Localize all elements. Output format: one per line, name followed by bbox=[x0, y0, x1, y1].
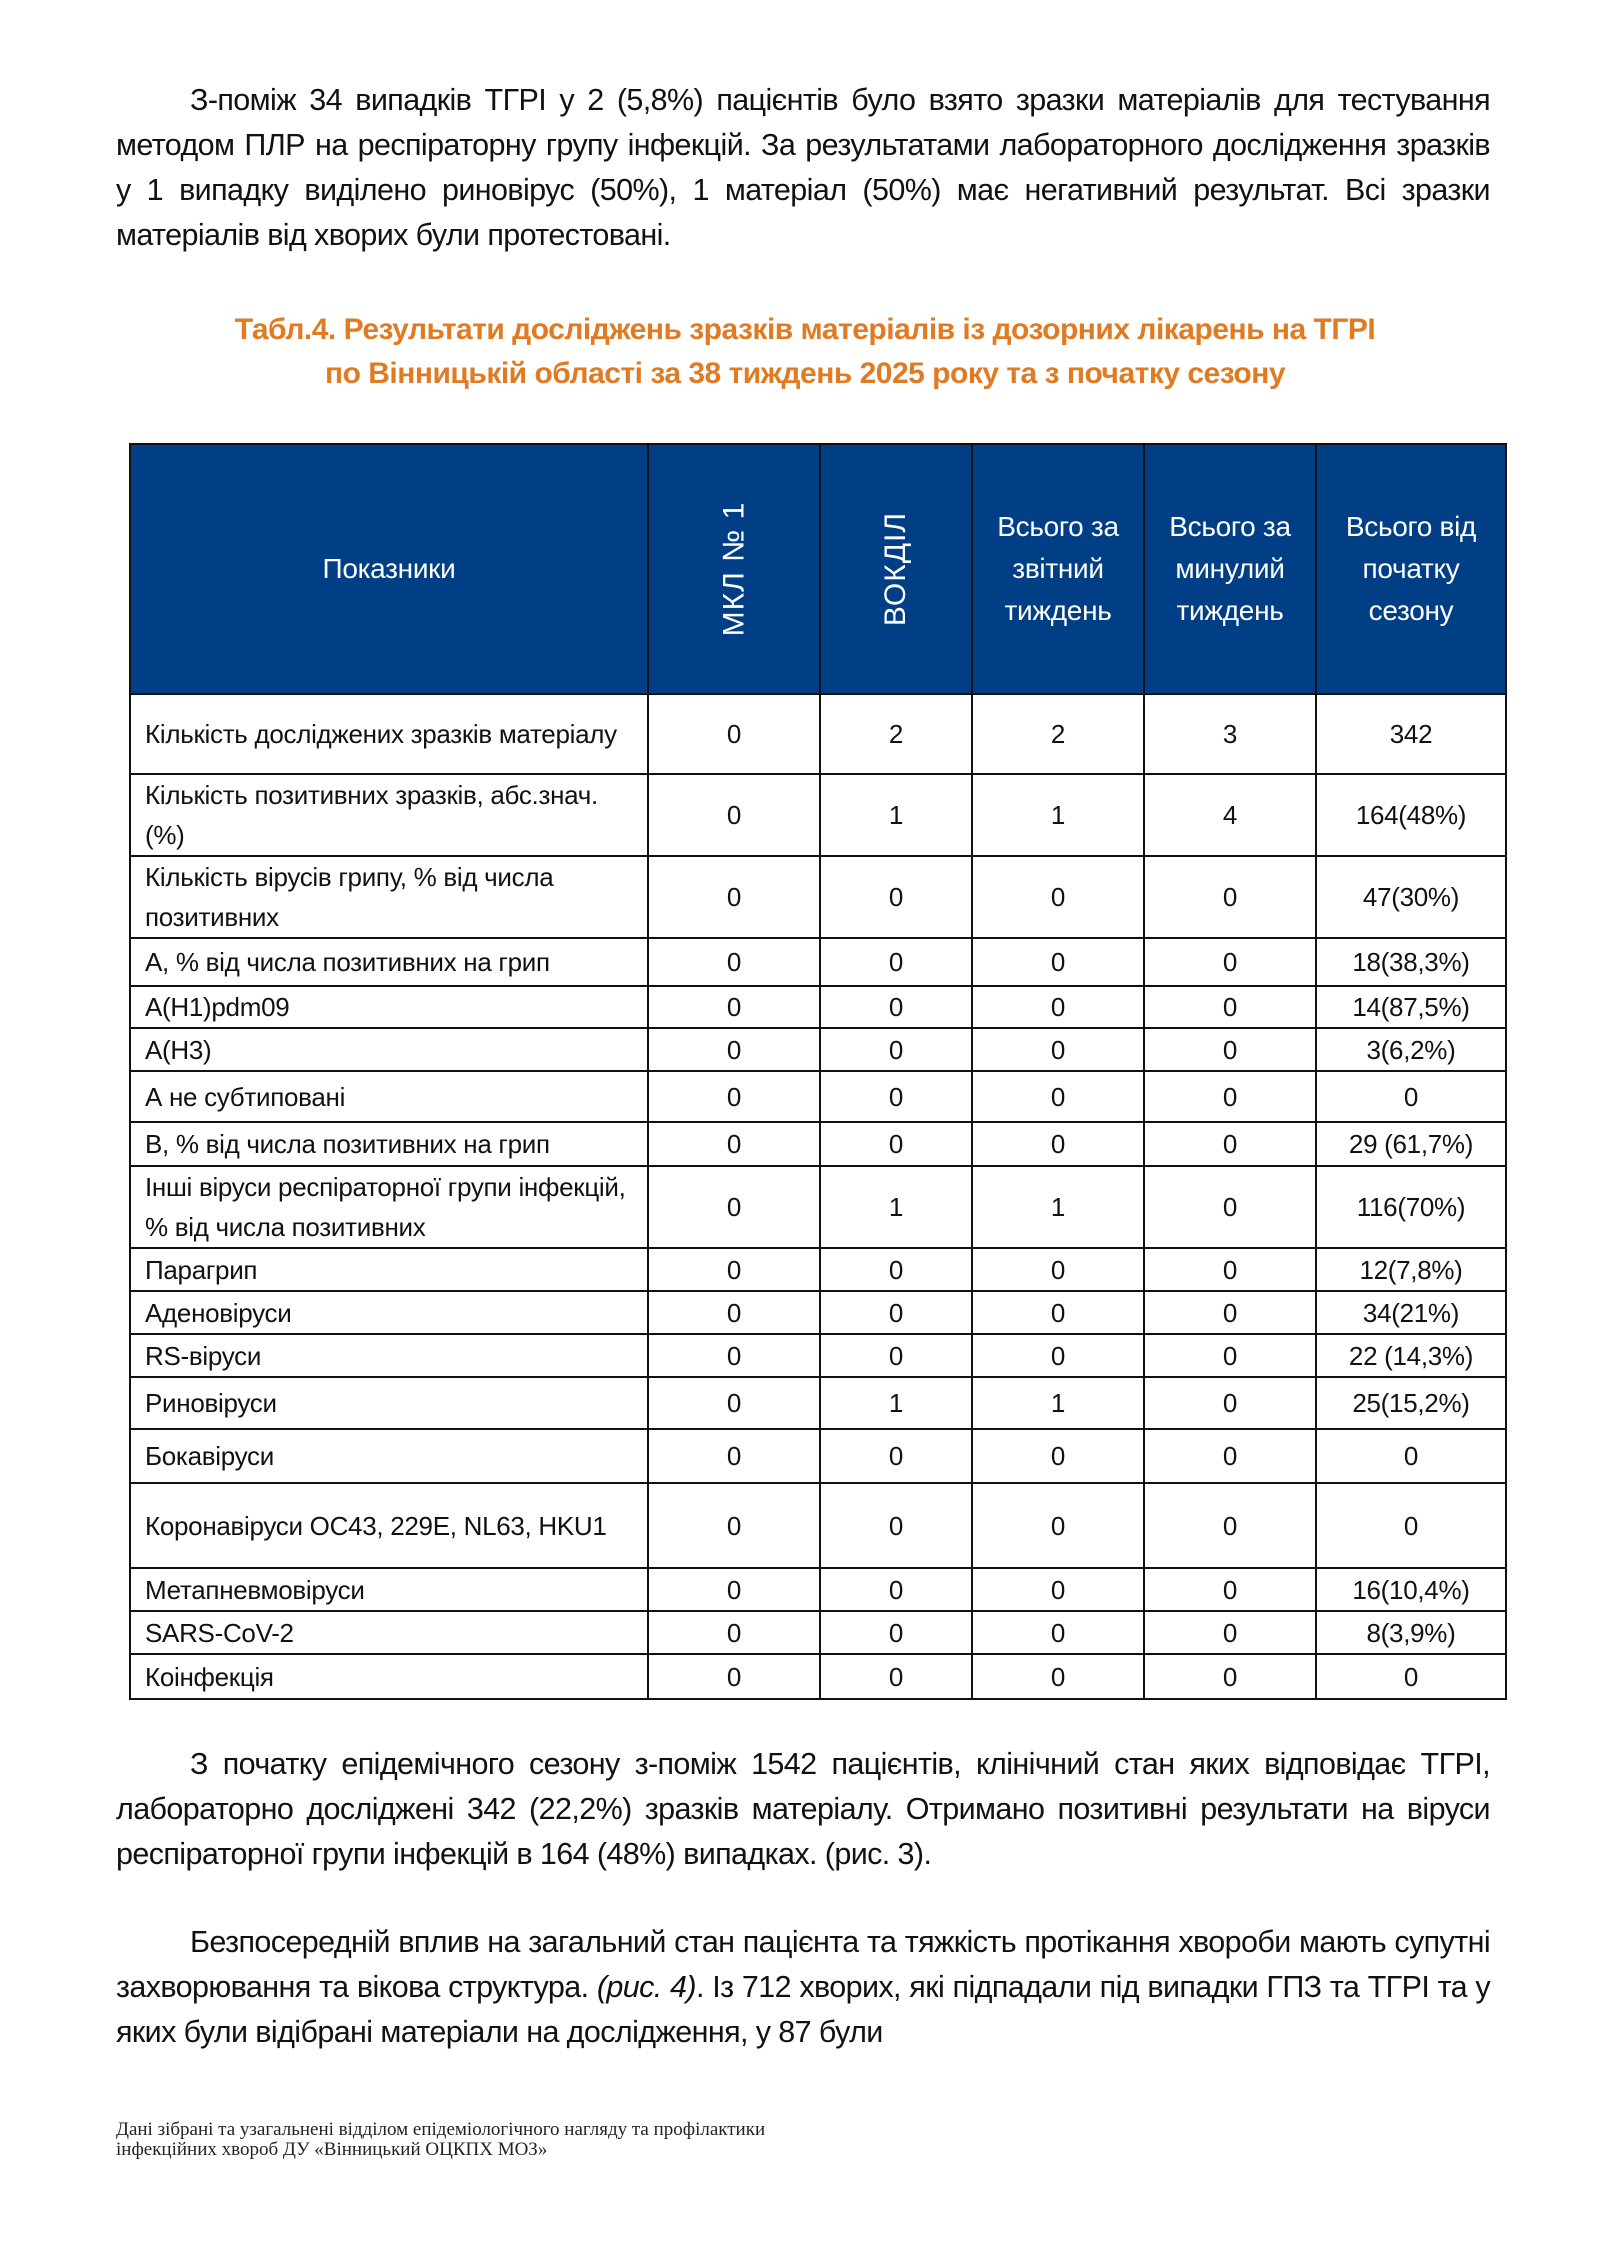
cell-value: 0 bbox=[972, 856, 1144, 938]
row-label: A(H1)pdm09 bbox=[130, 986, 648, 1028]
cell-value: 0 bbox=[1144, 1166, 1316, 1248]
cell-value: 116(70%) bbox=[1316, 1166, 1506, 1248]
results-table bbox=[129, 443, 1507, 1700]
cell-value: 0 bbox=[648, 1071, 820, 1122]
cell-value: 0 bbox=[648, 1377, 820, 1429]
column-header-mkl1 bbox=[648, 444, 820, 694]
cell-value: 1 bbox=[820, 774, 972, 856]
row-label: Метапневмовіруси bbox=[130, 1568, 648, 1611]
cell-value: 0 bbox=[820, 1071, 972, 1122]
cell-value: 0 bbox=[820, 856, 972, 938]
cell-value: 0 bbox=[1144, 938, 1316, 986]
cell-value: 0 bbox=[648, 1028, 820, 1071]
row-label: Аденовіруси bbox=[130, 1291, 648, 1334]
cell-value: 0 bbox=[648, 694, 820, 774]
table-row bbox=[130, 1429, 1506, 1483]
cell-value: 0 bbox=[972, 1071, 1144, 1122]
table-row bbox=[130, 1122, 1506, 1166]
cell-value: 0 bbox=[1144, 1122, 1316, 1166]
cell-value: 0 bbox=[1144, 856, 1316, 938]
table-row bbox=[130, 1248, 1506, 1291]
cell-value: 0 bbox=[1144, 986, 1316, 1028]
cell-value: 0 bbox=[820, 986, 972, 1028]
cell-value: 0 bbox=[820, 1334, 972, 1377]
table-caption-line1: Табл.4. Результати досліджень зразків матеріалів із дозорних лікарень на ТГРІ bbox=[234, 313, 1376, 346]
cell-value: 0 bbox=[648, 1483, 820, 1568]
cell-value: 0 bbox=[1144, 1028, 1316, 1071]
table-row bbox=[130, 1071, 1506, 1122]
cell-value: 0 bbox=[1144, 1334, 1316, 1377]
table-row bbox=[130, 1654, 1506, 1699]
cell-value: 0 bbox=[1144, 1483, 1316, 1568]
cell-value: 0 bbox=[1144, 1611, 1316, 1654]
cell-value: 3(6,2%) bbox=[1316, 1028, 1506, 1071]
cell-value: 0 bbox=[1316, 1071, 1506, 1122]
table-row bbox=[130, 1568, 1506, 1611]
cell-value: 0 bbox=[648, 1568, 820, 1611]
table-row bbox=[130, 1483, 1506, 1568]
season-paragraph bbox=[116, 1742, 1490, 1877]
table-row bbox=[130, 986, 1506, 1028]
cell-value: 0 bbox=[648, 1248, 820, 1291]
cell-value: 0 bbox=[1144, 1071, 1316, 1122]
cell-value: 1 bbox=[972, 774, 1144, 856]
cell-value: 47(30%) bbox=[1316, 856, 1506, 938]
cell-value: 0 bbox=[1316, 1654, 1506, 1699]
cell-value: 8(3,9%) bbox=[1316, 1611, 1506, 1654]
cell-value: 0 bbox=[648, 938, 820, 986]
cell-value: 0 bbox=[820, 1654, 972, 1699]
cell-value: 0 bbox=[1144, 1568, 1316, 1611]
cell-value: 0 bbox=[972, 1611, 1144, 1654]
cell-value: 0 bbox=[648, 1291, 820, 1334]
cell-value: 1 bbox=[972, 1377, 1144, 1429]
table-caption-line2: по Вінницькій області за 38 тиждень 2025 року та з початку сезону bbox=[324, 357, 1286, 390]
row-label: A(H3) bbox=[130, 1028, 648, 1071]
row-label: Коінфекція bbox=[130, 1654, 648, 1699]
column-header-vokdil-text: ВОКДІЛ bbox=[878, 511, 912, 627]
row-label: А не субтиповані bbox=[130, 1071, 648, 1122]
influence-paragraph bbox=[116, 1920, 1490, 2055]
cell-value: 2 bbox=[972, 694, 1144, 774]
cell-value: 0 bbox=[820, 938, 972, 986]
cell-value: 4 bbox=[1144, 774, 1316, 856]
cell-value: 0 bbox=[1144, 1654, 1316, 1699]
table-row bbox=[130, 856, 1506, 938]
influence-paragraph-continuation: . Із 712 хворих, які підпадали під випадки ГПЗ та ТГРІ та у яких були відібрані матеріали на дослідження, у 87 були bbox=[116, 1970, 1490, 2049]
column-header-vokdil bbox=[820, 444, 972, 694]
cell-value: 0 bbox=[820, 1483, 972, 1568]
row-label: Кількість досліджених зразків матеріалу bbox=[130, 694, 648, 774]
table-row bbox=[130, 1334, 1506, 1377]
cell-value: 0 bbox=[972, 986, 1144, 1028]
cell-value: 0 bbox=[972, 1291, 1144, 1334]
column-header-previous-week: Всього за минулий тиждень bbox=[1144, 444, 1316, 694]
table-header-row bbox=[130, 444, 1506, 694]
cell-value: 1 bbox=[820, 1166, 972, 1248]
cell-value: 1 bbox=[820, 1377, 972, 1429]
row-label: Кількість вірусів грипу, % від числа позитивних bbox=[130, 856, 648, 938]
row-label: Кількість позитивних зразків, абс.знач. (%) bbox=[130, 774, 648, 856]
cell-value: 0 bbox=[972, 938, 1144, 986]
cell-value: 0 bbox=[1144, 1429, 1316, 1483]
row-label: Бокавіруси bbox=[130, 1429, 648, 1483]
row-label: Риновіруси bbox=[130, 1377, 648, 1429]
row-label: В, % від числа позитивних на грип bbox=[130, 1122, 648, 1166]
cell-value: 0 bbox=[972, 1248, 1144, 1291]
intro-paragraph-text: З-поміж 34 випадків ТГРІ у 2 (5,8%) пацієнтів було взято зразки матеріалів для тестування методом ПЛР на респіраторну групу інфекцій. За результатами лабораторного дослідження зразків у 1 випадку виділено риновірус (50%), 1 матеріал (50%) має негативний результат. Всі зразки матеріалів від хворих були протестовані. bbox=[116, 83, 1490, 252]
footer-line1: Дані зібрані та узагальнені відділом епідеміологічного нагляду та профілактики bbox=[116, 2119, 766, 2140]
cell-value: 0 bbox=[648, 1122, 820, 1166]
cell-value: 0 bbox=[648, 1334, 820, 1377]
cell-value: 3 bbox=[1144, 694, 1316, 774]
cell-value: 0 bbox=[648, 1166, 820, 1248]
cell-value: 0 bbox=[972, 1122, 1144, 1166]
cell-value: 0 bbox=[820, 1028, 972, 1071]
cell-value: 16(10,4%) bbox=[1316, 1568, 1506, 1611]
cell-value: 0 bbox=[820, 1429, 972, 1483]
cell-value: 164(48%) bbox=[1316, 774, 1506, 856]
table-caption bbox=[120, 308, 1490, 396]
cell-value: 0 bbox=[972, 1654, 1144, 1699]
cell-value: 342 bbox=[1316, 694, 1506, 774]
footer-line2: інфекційних хвороб ДУ «Вінницький ОЦКПХ МОЗ» bbox=[116, 2139, 548, 2160]
row-label: Коронавіруси ОС43, 229Е, NL63, HKU1 bbox=[130, 1483, 648, 1568]
row-label: SARS-CoV-2 bbox=[130, 1611, 648, 1654]
table-row bbox=[130, 1611, 1506, 1654]
cell-value: 0 bbox=[648, 856, 820, 938]
cell-value: 0 bbox=[820, 1611, 972, 1654]
cell-value: 0 bbox=[972, 1334, 1144, 1377]
cell-value: 0 bbox=[820, 1568, 972, 1611]
table-row bbox=[130, 1291, 1506, 1334]
cell-value: 0 bbox=[1144, 1291, 1316, 1334]
footer-note bbox=[116, 2120, 765, 2160]
cell-value: 0 bbox=[820, 1248, 972, 1291]
cell-value: 29 (61,7%) bbox=[1316, 1122, 1506, 1166]
cell-value: 0 bbox=[972, 1429, 1144, 1483]
cell-value: 22 (14,3%) bbox=[1316, 1334, 1506, 1377]
table-row bbox=[130, 694, 1506, 774]
influence-paragraph-text: Безпосередній вплив на загальний стан пацієнта та тяжкість протікання хвороби мають супутні захворювання та вікова структура. bbox=[116, 1925, 1490, 2004]
cell-value: 0 bbox=[1144, 1377, 1316, 1429]
table-row bbox=[130, 774, 1506, 856]
row-label: Інші віруси респіраторної групи інфекцій, % від числа позитивних bbox=[130, 1166, 648, 1248]
intro-paragraph bbox=[116, 78, 1490, 258]
cell-value: 0 bbox=[972, 1483, 1144, 1568]
cell-value: 0 bbox=[972, 1028, 1144, 1071]
cell-value: 2 bbox=[820, 694, 972, 774]
cell-value: 18(38,3%) bbox=[1316, 938, 1506, 986]
cell-value: 0 bbox=[648, 1429, 820, 1483]
row-label: Парагрип bbox=[130, 1248, 648, 1291]
cell-value: 0 bbox=[972, 1568, 1144, 1611]
table-row bbox=[130, 1166, 1506, 1248]
row-label: А, % від числа позитивних на грип bbox=[130, 938, 648, 986]
season-paragraph-text: З початку епідемічного сезону з-поміж 1542 пацієнтів, клінічний стан яких відповідає ТГРІ, лабораторно досліджені 342 (22,2%) зразків матеріалу. Отримано позитивні результати на віруси респіраторної групи інфекцій в 164 (48%) випадках. (рис. 3). bbox=[116, 1747, 1490, 1871]
cell-value: 0 bbox=[648, 1654, 820, 1699]
cell-value: 25(15,2%) bbox=[1316, 1377, 1506, 1429]
cell-value: 14(87,5%) bbox=[1316, 986, 1506, 1028]
figure-reference: (рис. 4) bbox=[596, 1970, 696, 2004]
column-header-indicators: Показники bbox=[130, 444, 648, 694]
column-header-mkl1-text: МКЛ № 1 bbox=[716, 501, 750, 637]
table-row bbox=[130, 1028, 1506, 1071]
cell-value: 0 bbox=[1316, 1429, 1506, 1483]
cell-value: 0 bbox=[1316, 1483, 1506, 1568]
column-header-reporting-week: Всього за звітний тиждень bbox=[972, 444, 1144, 694]
cell-value: 12(7,8%) bbox=[1316, 1248, 1506, 1291]
table-row bbox=[130, 938, 1506, 986]
table-row bbox=[130, 1377, 1506, 1429]
cell-value: 0 bbox=[820, 1122, 972, 1166]
cell-value: 1 bbox=[972, 1166, 1144, 1248]
cell-value: 0 bbox=[820, 1291, 972, 1334]
cell-value: 0 bbox=[648, 1611, 820, 1654]
cell-value: 34(21%) bbox=[1316, 1291, 1506, 1334]
cell-value: 0 bbox=[1144, 1248, 1316, 1291]
column-header-season-total: Всього від початку сезону bbox=[1316, 444, 1506, 694]
cell-value: 0 bbox=[648, 986, 820, 1028]
row-label: RS-віруси bbox=[130, 1334, 648, 1377]
cell-value: 0 bbox=[648, 774, 820, 856]
